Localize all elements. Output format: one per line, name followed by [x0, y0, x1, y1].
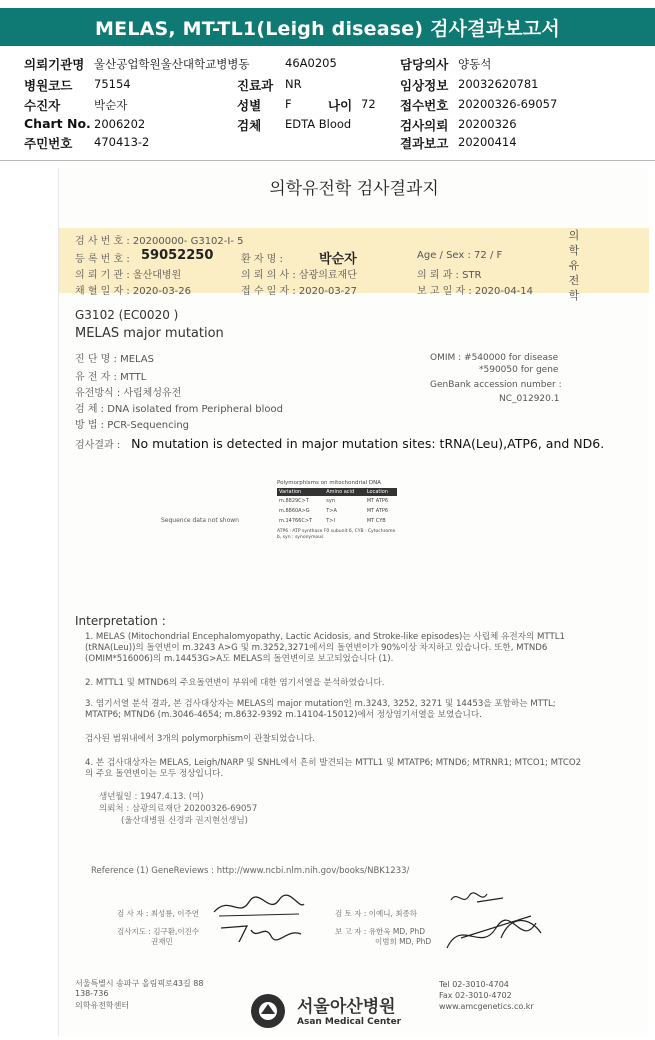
polymorphism-table [277, 480, 397, 541]
interpretation-title: Interpretation : [75, 614, 166, 628]
result-line [75, 436, 604, 451]
poly-cell: MT ATP6 [366, 498, 389, 504]
scanned-document [58, 168, 648, 1036]
report-date-label: 결과보고 [400, 136, 449, 151]
patient-value: 박순자 [94, 98, 128, 112]
poly-title: Polymorphisms on mitochondrial DNA [277, 480, 382, 486]
poly-note: ATP6 : ATP synthase F0 subunit 6, CYB : Cytochrome b, syn : synonymous [277, 529, 396, 540]
fax: Fax 02-3010-4702 [439, 991, 512, 1000]
hospital-name-en: Asan Medical Center [297, 1017, 402, 1027]
omim-disease: OMIM : #540000 for disease [430, 353, 559, 363]
poly-cell: T>I [326, 518, 335, 524]
dept-label: 진료과 [237, 78, 274, 93]
sequence-note: Sequence data not shown [161, 517, 239, 524]
approver: 검사지도 : 김구환,이진수 [117, 927, 200, 936]
reporter-2: 이범희 MD, PhD [375, 937, 432, 946]
reviewer: 검 토 자 : 이예니, 최종하 [335, 909, 418, 918]
sex-label: 성별 [237, 98, 262, 113]
sex-value: F [285, 97, 292, 111]
signature-3 [447, 886, 507, 910]
id-label: 주민번호 [24, 136, 73, 151]
address-3: 의학유전학센터 [75, 1001, 130, 1010]
table-row [277, 506, 397, 516]
specimen-value: EDTA Blood [285, 117, 352, 131]
doc-dept: 의 뢰 과 : STR [417, 270, 482, 281]
birth-date: 생년월일 : 1947.4.13. (여) [99, 792, 204, 802]
omim-gene: *590050 for gene [479, 365, 559, 375]
interp-para-3: 3. 염기서열 분석 결과, 본 검사대상자는 MELAS의 major mutation인 m.3243, 3252, 3271 및 14453을 포함하는 MTTL; MTATP6; MTND6 (m.3046-4654; m.8632-9392 m.14104-15012)에서 정상염기서열을 보였습니다. [85, 699, 556, 720]
doc-inst: 의 뢰 기 관 : 울산대병원 [75, 270, 182, 281]
table-row [277, 496, 397, 506]
poly-cell: T>A [326, 508, 337, 514]
clinical-value: 20032620781 [458, 77, 539, 91]
reference: Reference (1) GeneReviews : http://www.ncbi.nlm.nih.gov/books/NBK1233/ [91, 866, 410, 876]
exam-no: 검 사 번 호 : 20200000- G3102-I- 5 [75, 236, 244, 247]
poly-cell: MT CYB [366, 518, 386, 524]
result-label: 검사결과 : [75, 440, 121, 451]
asan-foundation-seal [249, 992, 287, 1030]
address-1: 서울특별시 송파구 올림픽로43길 88 [75, 979, 204, 988]
poly-cell: MT ATP6 [366, 508, 389, 514]
reg-value: 59052250 [141, 248, 214, 263]
specimen-label: 검체 [237, 118, 262, 133]
test-name: MELAS major mutation [75, 326, 224, 341]
age-label: 나이 [328, 98, 353, 113]
table-row [277, 516, 397, 526]
hospital-code-label: 병원코드 [24, 78, 73, 93]
poly-cell: m.8860A>G [279, 508, 310, 514]
poly-cell: m.8829C>T [279, 498, 309, 504]
age-sex: Age / Sex : 72 / F [417, 250, 503, 261]
poly-cell: syn [326, 498, 335, 504]
gene: 유 전 자 : MTTL [75, 372, 147, 383]
patient-label: 수진자 [24, 98, 61, 113]
address-2: 138-736 [75, 989, 109, 998]
chart-value: 2006202 [94, 117, 146, 131]
tel: Tel 02-3010-4704 [439, 980, 509, 989]
signature-4 [441, 908, 551, 958]
poly-header: Amino acid [324, 488, 365, 496]
doc-report-date: 보 고 일 자 : 2020-04-14 [417, 286, 534, 297]
genbank-value: NC_012920.1 [499, 394, 560, 404]
age-value: 72 [361, 97, 376, 111]
requester: 의뢰처 : 삼광의료재단 20200326-69057 [99, 804, 258, 814]
reporter: 보 고 자 : 유한욱 MD, PhD [335, 927, 425, 936]
sample: 검 체 : DNA isolated from Peripheral blood [75, 404, 283, 415]
institution-label: 의뢰기관명 [24, 57, 85, 72]
hospital-logo [297, 992, 401, 1027]
tester: 검 사 자 : 최성룡, 이주연 [117, 909, 200, 918]
website: www.amcgenetics.co.kr [439, 1002, 534, 1011]
doctor-value: 양동석 [458, 57, 492, 71]
institution-code: 46A0205 [285, 56, 337, 70]
receive-date: 접 수 일 자 : 2020-03-27 [241, 286, 358, 297]
request-label: 검사의뢰 [400, 118, 449, 133]
doc-doctor: 의 뢰 의 사 : 삼광의료재단 [241, 270, 357, 281]
collect-date: 채 혈 일 자 : 2020-03-26 [75, 286, 192, 297]
poly-header: Variation [277, 488, 324, 496]
doc-title: 의학유전학 검사결과지 [269, 179, 439, 199]
interp-para-3b: 검사된 범위내에서 3개의 polymorphism이 관찰되었습니다. [85, 734, 316, 744]
hospital-code-value: 75154 [94, 77, 131, 91]
report-title: MELAS, MT-TL1(Leigh disease) 검사결과보고서 [0, 8, 655, 46]
approver-2: 권재민 [151, 937, 173, 946]
institution-value: 울산공업학원울산대학교병병동 [94, 57, 250, 71]
dept-value: NR [285, 77, 302, 91]
doc-patient-label: 환 자 명 : [241, 254, 283, 265]
report-date-value: 20200414 [458, 135, 517, 149]
diagnosis: 진 단 명 : MELAS [75, 354, 154, 365]
test-code: G3102 (EC0020 ) [75, 308, 179, 322]
id-value: 470413-2 [94, 135, 150, 149]
requester-detail: (울산대병원 신경과 권지현선생님) [121, 816, 248, 826]
signature-2 [217, 920, 307, 946]
clinical-label: 임상정보 [400, 78, 449, 93]
method: 방 법 : PCR-Sequencing [75, 420, 190, 431]
interp-para-2: 2. MTTL1 및 MTND6의 주요돌연변이 부위에 대한 염기서열을 분석하였습니다. [85, 678, 385, 688]
reg-label: 등 록 번 호 : [75, 254, 130, 265]
hospital-name-kr: 서울아산병원 [297, 997, 396, 1017]
doctor-label: 담당의사 [400, 57, 449, 72]
request-value: 20200326 [458, 117, 517, 131]
receipt-value: 20200326-69057 [458, 97, 558, 111]
signature-1 [209, 890, 309, 920]
doc-patient-value: 박순자 [319, 252, 357, 267]
result-text: No mutation is detected in major mutation sites: tRNA(Leu),ATP6, and ND6. [131, 436, 605, 451]
chart-label: Chart No. [24, 116, 91, 131]
poly-cell: m.14766C>T [279, 518, 313, 524]
receipt-label: 접수번호 [400, 98, 449, 113]
genbank-label: GenBank accession number : [430, 380, 562, 390]
poly-header: Location [365, 488, 397, 496]
interp-para-1: 1. MELAS (Mitochondrial Encephalomyopathy, Lactic Acidosis, and Stroke-like episodes)는 사립체 유전자의 MTTL1 (tRNA(Leu))의 돌연변이 m.3243 A>G 및 m.3252,3271에서의 돌연변이가 90%이상 차지하고 있습니다. 또한, MTND6 (OMIM*516006)의 m.14453G>A도 MELAS의 돌연변이로 보고되었습니다 (1). [85, 632, 566, 664]
interp-para-4: 4. 본 검사대상자는 MELAS, Leigh/NARP 및 SNHL에서 흔히 발견되는 MTTL1 및 MTATP6; MTND6; MTRNR1; MTCO1; MTCO2의 주요 돌연변이는 모두 정상입니다. [85, 758, 582, 779]
inheritance: 유전방식 : 사립체성유전 [75, 388, 182, 399]
vertical-label: 의학유전학 [568, 229, 580, 302]
divider [0, 160, 655, 161]
